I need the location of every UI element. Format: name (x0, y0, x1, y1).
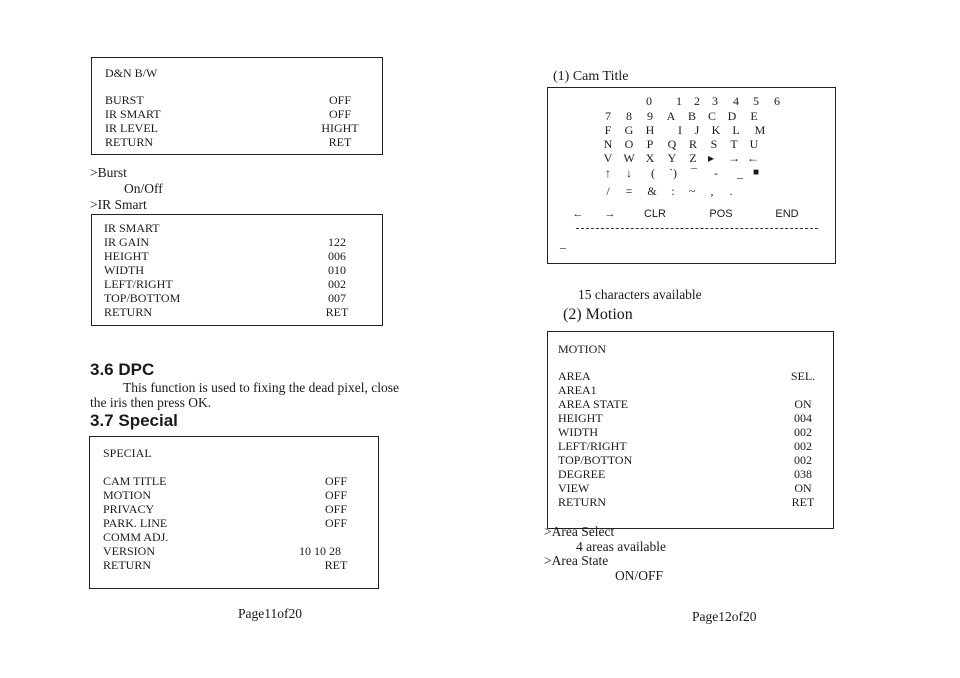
menu-row-value: 122 (328, 235, 346, 249)
menu-row-label: PRIVACY (103, 502, 155, 516)
cam-title-keyboard (547, 87, 836, 264)
keyboard-key[interactable]: H (645, 123, 655, 137)
keyboard-key[interactable]: 9 (647, 109, 653, 123)
keyboard-key[interactable]: U (749, 137, 759, 151)
keyboard-key[interactable]: F (604, 123, 612, 137)
menu-row-label: IR LEVEL (105, 121, 158, 135)
menu-row-label: HEIGHT (104, 249, 149, 263)
menu-row-value: HIGHT (321, 121, 359, 135)
menu-row-value: 002 (794, 453, 812, 467)
keyboard-key[interactable]: M (754, 123, 766, 137)
keyboard-key[interactable]: 2 (694, 94, 700, 108)
menu-row-value: ON (794, 397, 812, 411)
keyboard-key[interactable]: J (694, 123, 700, 137)
irsmart-heading: >IR Smart (90, 197, 147, 212)
menu-row-label: COMM ADJ. (103, 530, 169, 544)
keyboard-key[interactable]: `) (669, 166, 677, 180)
menu-row-value: RET (325, 305, 349, 319)
menu-row-label: HEIGHT (558, 411, 603, 425)
keyboard-key[interactable]: V (603, 151, 613, 165)
menu-row-label: RETURN (104, 305, 152, 319)
keyboard-key[interactable]: D (727, 109, 737, 123)
menu-row-value: OFF (324, 516, 347, 530)
ir-smart-menu: IR SMART IR GAIN 122 HEIGHT 006 WIDTH 010 LEFT/RIGHT 002 TOP/BOTTOM 007 RETURN RET (91, 214, 383, 326)
menu-row-label: AREA STATE (558, 397, 629, 411)
keyboard-row-0 (548, 94, 837, 108)
menu-row-value: 007 (328, 291, 346, 305)
menu-row-label: DEGREE (558, 467, 606, 481)
motion-menu: MOTION AREA SEL. AREA1 AREA STATE ON HEIGHT 004 WIDTH 002 LEFT/RIGHT 002 TOP/BOTTON 002 DEGREE 038 VIEW ON RETURN RET (547, 331, 834, 529)
area-select-note: 4 areas available (576, 539, 666, 554)
menu-row-value: 002 (794, 425, 812, 439)
keyboard-key[interactable]: W (623, 151, 635, 165)
menu-row-value: OFF (324, 502, 347, 516)
cursor-left-button[interactable]: ← (572, 208, 584, 220)
keyboard-key[interactable]: 0 (646, 94, 652, 108)
page-number: Page12of20 (692, 609, 757, 624)
area-state-note: ON/OFF (615, 568, 664, 583)
keyboard-key[interactable]: L (732, 123, 740, 137)
keyboard-key[interactable]: Z (689, 151, 697, 165)
keyboard-key[interactable]: ¯ (691, 166, 697, 180)
menu-row-label: WIDTH (558, 425, 598, 439)
keyboard-key[interactable]: _ (737, 166, 743, 180)
keyboard-key[interactable]: N (603, 137, 613, 151)
menu-row-value: OFF (324, 474, 347, 488)
keyboard-key[interactable]: - (714, 166, 718, 180)
menu-row-label: AREA1 (558, 383, 597, 397)
menu-row-label: WIDTH (104, 263, 144, 277)
burst-heading: >Burst (90, 165, 127, 180)
menu-row-value: 10 10 28 (299, 544, 341, 558)
keyboard-key[interactable]: 1 (676, 94, 682, 108)
menu-row-label: MOTION (103, 488, 151, 502)
menu-row-value: 002 (794, 439, 812, 453)
menu-row-value: RET (324, 558, 348, 572)
menu-row-label: IR SMART (105, 107, 161, 121)
special-menu: SPECIAL CAM TITLE OFF MOTION OFF PRIVACY OFF PARK. LINE OFF COMM ADJ. VERSION 10 10 28 RETURN RET (89, 436, 379, 589)
position-button[interactable]: POS (709, 208, 733, 220)
menu-row-value: 002 (328, 277, 346, 291)
keyboard-key[interactable]: R (688, 137, 697, 151)
menu-row-label: LEFT/RIGHT (558, 439, 627, 453)
keyboard-key[interactable]: : (671, 184, 675, 198)
keyboard-row-6 (548, 184, 837, 198)
menu-row-label: RETURN (105, 135, 153, 149)
keyboard-key[interactable]: ↓ (626, 166, 632, 180)
menu-row-value: ON (794, 481, 812, 495)
menu-row-label: IR GAIN (104, 235, 149, 249)
menu-row-value: 038 (794, 467, 812, 481)
keyboard-key[interactable]: C (707, 109, 716, 123)
menu-row-value: OFF (324, 488, 347, 502)
menu-row-value: OFF (328, 93, 351, 107)
menu-row-label: CAM TITLE (103, 474, 167, 488)
keyboard-key[interactable]: . (729, 184, 733, 198)
dpc-text-line-2: the iris then press OK. (90, 395, 212, 410)
menu-row-label: RETURN (103, 558, 151, 572)
motion-heading: (2) Motion (563, 306, 633, 323)
clear-button[interactable]: CLR (643, 208, 666, 220)
keyboard-key[interactable]: Q (667, 137, 677, 151)
menu-row-label: VERSION (103, 544, 156, 558)
keyboard-key[interactable]: X (645, 151, 655, 165)
cursor-right-button[interactable]: → (604, 208, 616, 220)
keyboard-key[interactable]: 4 (733, 94, 739, 108)
end-button[interactable]: END (775, 208, 799, 220)
area-select-heading: >Area Select (544, 524, 615, 539)
menu-row-value: 004 (794, 411, 812, 425)
keyboard-key[interactable]: O (624, 137, 634, 151)
keyboard-key[interactable]: → (728, 151, 740, 165)
keyboard-key[interactable]: 6 (774, 94, 780, 108)
menu-row-value: RET (791, 495, 815, 509)
menu-row-value: 010 (328, 263, 346, 277)
dn-bw-menu: D&N B/W BURST OFF IR SMART OFF IR LEVEL HIGHT RETURN RET (91, 57, 383, 155)
burst-note: On/Off (124, 181, 163, 196)
keyboard-row-3 (548, 137, 837, 151)
cam-title-heading: (1) Cam Title (553, 69, 629, 84)
chars-available-note: 15 characters available (578, 287, 702, 302)
keyboard-key[interactable]: P (646, 137, 654, 151)
keyboard-key[interactable]: I (678, 123, 682, 137)
keyboard-key[interactable]: S (710, 137, 718, 151)
keyboard-key[interactable]: ▸ (707, 151, 715, 165)
keyboard-key[interactable]: 7 (605, 109, 611, 123)
menu-row-label: VIEW (558, 481, 590, 495)
page-number: Page11of20 (238, 606, 302, 621)
keyboard-key[interactable]: = (625, 184, 633, 198)
menu-row-label: BURST (105, 93, 144, 107)
keyboard-key[interactable]: 8 (626, 109, 632, 123)
keyboard-key[interactable]: E (750, 109, 758, 123)
menu-row-label: RETURN (558, 495, 606, 509)
keyboard-row-4 (548, 151, 837, 165)
keyboard-key[interactable]: ↑ (605, 166, 611, 180)
title-divider (576, 228, 818, 229)
menu-row-label: TOP/BOTTON (558, 453, 633, 467)
menu-row-label: PARK. LINE (103, 516, 168, 530)
keyboard-key[interactable]: A (666, 109, 676, 123)
keyboard-key[interactable]: B (687, 109, 696, 123)
right-page (480, 0, 960, 678)
keyboard-key[interactable]: , (710, 184, 714, 198)
menu-row-label: TOP/BOTTOM (104, 291, 181, 305)
keyboard-control-row (548, 207, 837, 221)
keyboard-row-5 (548, 166, 837, 180)
keyboard-key[interactable]: Y (667, 151, 677, 165)
menu-row-value: OFF (328, 107, 351, 121)
keyboard-key[interactable]: G (624, 123, 634, 137)
area-state-heading: >Area State (544, 553, 609, 568)
menu-row-label: LEFT/RIGHT (104, 277, 173, 291)
title-cursor: _ (560, 236, 566, 250)
keyboard-row-2 (548, 123, 837, 137)
keyboard-key[interactable]: T (730, 137, 738, 151)
keyboard-key[interactable]: / (606, 184, 610, 198)
keyboard-key[interactable]: 3 (712, 94, 718, 108)
keyboard-key[interactable]: & (647, 184, 657, 198)
keyboard-key[interactable]: K (711, 123, 721, 137)
keyboard-key[interactable]: ( (651, 166, 655, 180)
menu-row-label: AREA (558, 369, 591, 383)
menu-row-value: 006 (328, 249, 346, 263)
keyboard-key[interactable]: ■ (752, 167, 760, 178)
keyboard-row-1 (548, 109, 837, 123)
keyboard-key[interactable]: ~ (688, 184, 696, 198)
special-heading: 3.7 Special (90, 411, 178, 430)
menu-row-value: RET (328, 135, 352, 149)
keyboard-key[interactable]: 5 (753, 94, 759, 108)
dpc-text-line-1: This function is used to fixing the dead pixel, close (123, 380, 399, 395)
keyboard-key[interactable]: ← (747, 151, 759, 165)
dpc-heading: 3.6 DPC (90, 360, 155, 379)
menu-row-value: SEL. (790, 369, 816, 383)
